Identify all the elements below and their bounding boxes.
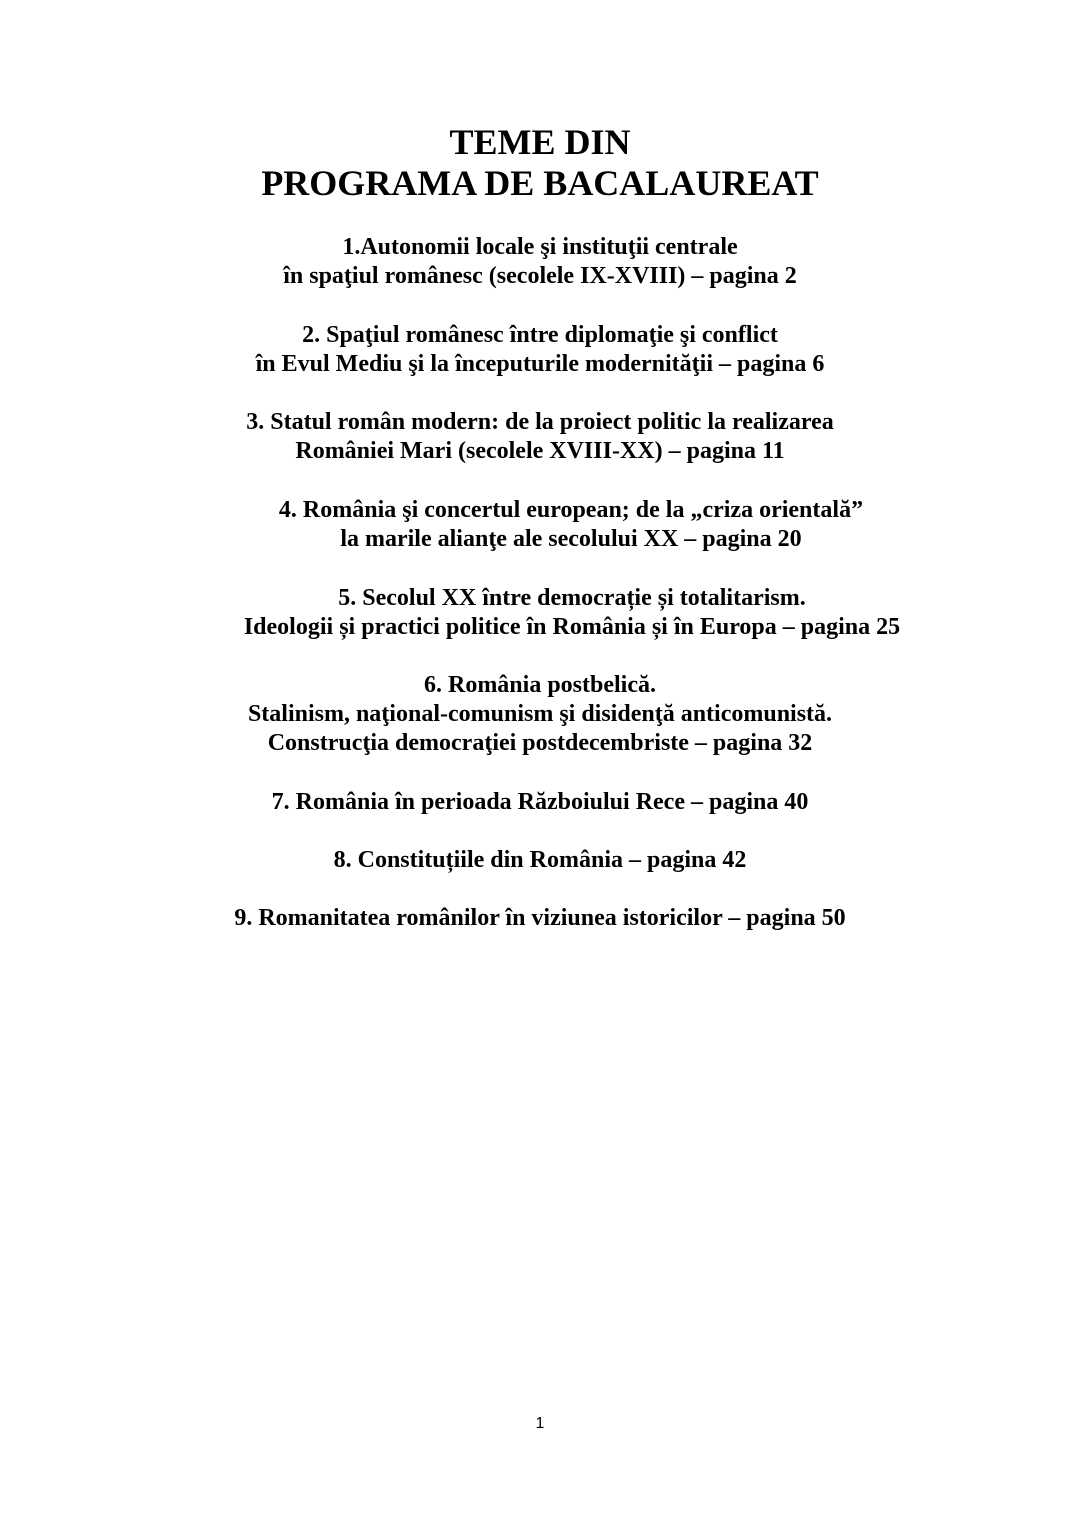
topic-5	[0, 584, 1080, 642]
page-number: 1	[535, 1415, 545, 1432]
page-title-line-2: PROGRAMA DE BACALAUREAT	[261, 163, 819, 203]
topic-8-line-1: 8. Constituțiile din România – pagina 42	[333, 847, 747, 873]
topic-5-line-2: Ideologii și practici politice în România și în Europa – pagina 25	[243, 614, 901, 640]
topic-2	[0, 321, 1080, 379]
topic-8	[0, 846, 1080, 875]
topic-6	[0, 671, 1080, 758]
topic-2-line-2: în Evul Mediu şi la începuturile modernităţii – pagina 6	[255, 351, 825, 377]
topic-7	[0, 788, 1080, 817]
topic-6-line-2: Stalinism, naţional-comunism şi disidenţă anticomunistă.	[247, 701, 833, 727]
topic-3-line-2: României Mari (secolele XVIII-XX) – pagina 11	[295, 438, 785, 464]
topic-4	[0, 496, 1080, 554]
topic-1-line-1: 1.Autonomii locale şi instituţii centrale	[342, 234, 738, 260]
topic-9-line-1: 9. Romanitatea românilor în viziunea istoricilor – pagina 50	[234, 905, 846, 931]
page-title-line-1: TEME DIN	[449, 122, 631, 162]
topic-1	[0, 233, 1080, 291]
topic-4-line-2: la marile alianţe ale secolului XX – pagina 20	[340, 526, 802, 552]
topic-4-line-1: 4. România şi concertul european; de la „criza orientală”	[278, 497, 864, 523]
topic-9	[0, 904, 1080, 933]
topic-6-line-1: 6. România postbelică.	[423, 672, 656, 698]
topic-7-line-1: 7. România în perioada Războiului Rece – pagina 40	[271, 789, 809, 815]
topic-6-line-3: Construcţia democraţiei postdecembriste – pagina 32	[267, 730, 813, 756]
topic-2-line-1: 2. Spaţiul românesc între diplomaţie şi conflict	[302, 322, 778, 348]
topic-5-line-1: 5. Secolul XX între democrație și totalitarism.	[338, 585, 806, 611]
topic-1-line-2: în spaţiul românesc (secolele IX-XVIII) – pagina 2	[283, 263, 797, 289]
topic-3-line-1: 3. Statul român modern: de la proiect politic la realizarea	[246, 409, 834, 435]
topic-3	[0, 408, 1080, 466]
